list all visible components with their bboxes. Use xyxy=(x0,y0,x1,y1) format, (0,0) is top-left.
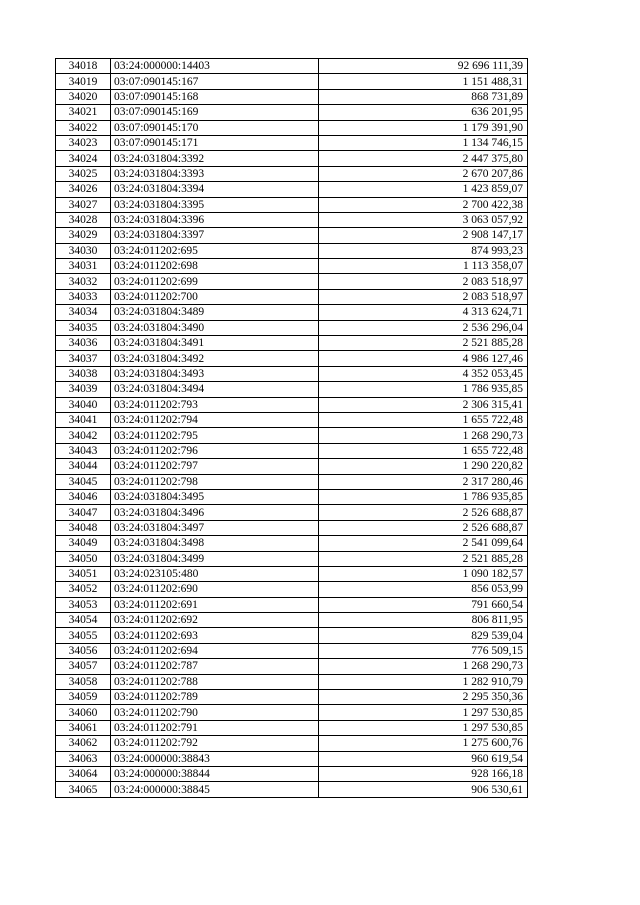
cadastral-value-cell: 1 179 391,90 xyxy=(319,120,528,135)
table-row xyxy=(56,105,528,120)
table-row xyxy=(56,412,528,427)
cadastral-number-cell: 03:24:011202:699 xyxy=(111,274,319,289)
row-number-cell: 34057 xyxy=(56,659,111,674)
table-row xyxy=(56,212,528,227)
cadastral-value-cell: 776 509,15 xyxy=(319,643,528,658)
row-number-cell: 34042 xyxy=(56,428,111,443)
row-number-cell: 34025 xyxy=(56,166,111,181)
table-row xyxy=(56,736,528,751)
table-row xyxy=(56,135,528,150)
table-row xyxy=(56,582,528,597)
row-number-cell: 34053 xyxy=(56,597,111,612)
table-row xyxy=(56,690,528,705)
cadastral-number-cell: 03:24:011202:690 xyxy=(111,582,319,597)
cadastral-value-cell: 1 275 600,76 xyxy=(319,736,528,751)
cadastral-value-cell: 4 986 127,46 xyxy=(319,351,528,366)
row-number-cell: 34051 xyxy=(56,566,111,581)
table-row xyxy=(56,551,528,566)
cadastral-value-cell: 2 306 315,41 xyxy=(319,397,528,412)
row-number-cell: 34030 xyxy=(56,243,111,258)
cadastral-number-cell: 03:07:090145:167 xyxy=(111,74,319,89)
cadastral-number-cell: 03:24:011202:792 xyxy=(111,736,319,751)
cadastral-value-cell: 2 526 688,87 xyxy=(319,520,528,535)
cadastral-value-cell: 3 063 057,92 xyxy=(319,212,528,227)
row-number-cell: 34055 xyxy=(56,628,111,643)
table-row xyxy=(56,351,528,366)
cadastral-number-cell: 03:24:000000:38844 xyxy=(111,766,319,781)
table-row xyxy=(56,182,528,197)
cadastral-number-cell: 03:24:011202:693 xyxy=(111,628,319,643)
row-number-cell: 34059 xyxy=(56,690,111,705)
table-row xyxy=(56,536,528,551)
row-number-cell: 34031 xyxy=(56,259,111,274)
cadastral-number-cell: 03:24:011202:794 xyxy=(111,412,319,427)
table-row xyxy=(56,489,528,504)
cadastral-number-cell: 03:07:090145:168 xyxy=(111,89,319,104)
cadastral-number-cell: 03:24:031804:3498 xyxy=(111,536,319,551)
cadastral-number-cell: 03:24:031804:3490 xyxy=(111,320,319,335)
row-number-cell: 34018 xyxy=(56,59,111,74)
cadastral-number-cell: 03:24:031804:3491 xyxy=(111,336,319,351)
table-row xyxy=(56,659,528,674)
cadastral-value-cell: 1 090 182,57 xyxy=(319,566,528,581)
cadastral-value-cell: 1 134 746,15 xyxy=(319,135,528,150)
row-number-cell: 34058 xyxy=(56,674,111,689)
row-number-cell: 34056 xyxy=(56,643,111,658)
cadastral-number-cell: 03:24:023105:480 xyxy=(111,566,319,581)
table-row xyxy=(56,766,528,781)
cadastral-value-cell: 1 786 935,85 xyxy=(319,489,528,504)
row-number-cell: 34061 xyxy=(56,720,111,735)
row-number-cell: 34065 xyxy=(56,782,111,797)
table-row xyxy=(56,243,528,258)
cadastral-value-cell: 960 619,54 xyxy=(319,751,528,766)
cadastral-value-cell: 1 290 220,82 xyxy=(319,459,528,474)
table-row xyxy=(56,366,528,381)
row-number-cell: 34021 xyxy=(56,105,111,120)
cadastral-value-cell: 636 201,95 xyxy=(319,105,528,120)
cadastral-number-cell: 03:24:031804:3394 xyxy=(111,182,319,197)
cadastral-number-cell: 03:24:031804:3496 xyxy=(111,505,319,520)
row-number-cell: 34035 xyxy=(56,320,111,335)
cadastral-number-cell: 03:24:011202:700 xyxy=(111,289,319,304)
cadastral-value-cell: 868 731,89 xyxy=(319,89,528,104)
row-number-cell: 34019 xyxy=(56,74,111,89)
cadastral-value-cell: 1 297 530,85 xyxy=(319,705,528,720)
cadastral-number-cell: 03:07:090145:169 xyxy=(111,105,319,120)
table-row xyxy=(56,274,528,289)
cadastral-value-cell: 2 521 885,28 xyxy=(319,336,528,351)
cadastral-number-cell: 03:24:011202:795 xyxy=(111,428,319,443)
row-number-cell: 34045 xyxy=(56,474,111,489)
cadastral-value-cell: 806 811,95 xyxy=(319,613,528,628)
cadastral-value-cell: 1 113 358,07 xyxy=(319,259,528,274)
cadastral-value-cell: 2 317 280,46 xyxy=(319,474,528,489)
cadastral-number-cell: 03:24:011202:691 xyxy=(111,597,319,612)
cadastral-number-cell: 03:24:011202:698 xyxy=(111,259,319,274)
cadastral-number-cell: 03:24:031804:3493 xyxy=(111,366,319,381)
cadastral-value-cell: 2 541 099,64 xyxy=(319,536,528,551)
cadastral-number-cell: 03:24:011202:790 xyxy=(111,705,319,720)
cadastral-number-cell: 03:24:011202:787 xyxy=(111,659,319,674)
cadastral-number-cell: 03:24:031804:3499 xyxy=(111,551,319,566)
cadastral-value-cell: 2 521 885,28 xyxy=(319,551,528,566)
row-number-cell: 34037 xyxy=(56,351,111,366)
table-row xyxy=(56,597,528,612)
row-number-cell: 34054 xyxy=(56,613,111,628)
cadastral-value-cell: 1 655 722,48 xyxy=(319,443,528,458)
table-row xyxy=(56,751,528,766)
table-row xyxy=(56,474,528,489)
row-number-cell: 34036 xyxy=(56,336,111,351)
cadastral-number-cell: 03:24:011202:796 xyxy=(111,443,319,458)
row-number-cell: 34062 xyxy=(56,736,111,751)
cadastral-number-cell: 03:24:031804:3497 xyxy=(111,520,319,535)
cadastral-number-cell: 03:07:090145:170 xyxy=(111,120,319,135)
cadastral-number-cell: 03:24:011202:797 xyxy=(111,459,319,474)
cadastral-number-cell: 03:24:031804:3393 xyxy=(111,166,319,181)
row-number-cell: 34020 xyxy=(56,89,111,104)
row-number-cell: 34024 xyxy=(56,151,111,166)
cadastral-number-cell: 03:24:011202:791 xyxy=(111,720,319,735)
cadastral-value-cell: 829 539,04 xyxy=(319,628,528,643)
cadastral-number-cell: 03:24:011202:788 xyxy=(111,674,319,689)
table-row xyxy=(56,505,528,520)
row-number-cell: 34064 xyxy=(56,766,111,781)
row-number-cell: 34041 xyxy=(56,412,111,427)
cadastral-number-cell: 03:24:011202:694 xyxy=(111,643,319,658)
cadastral-value-cell: 1 268 290,73 xyxy=(319,659,528,674)
row-number-cell: 34052 xyxy=(56,582,111,597)
row-number-cell: 34043 xyxy=(56,443,111,458)
cadastral-value-cell: 928 166,18 xyxy=(319,766,528,781)
table-row xyxy=(56,428,528,443)
row-number-cell: 34046 xyxy=(56,489,111,504)
cadastral-value-cell: 2 536 296,04 xyxy=(319,320,528,335)
row-number-cell: 34029 xyxy=(56,228,111,243)
row-number-cell: 34048 xyxy=(56,520,111,535)
cadastral-value-cell: 2 526 688,87 xyxy=(319,505,528,520)
cadastral-value-cell: 2 295 350,36 xyxy=(319,690,528,705)
cadastral-value-cell: 4 352 053,45 xyxy=(319,366,528,381)
table-row xyxy=(56,151,528,166)
row-number-cell: 34044 xyxy=(56,459,111,474)
table-row xyxy=(56,120,528,135)
cadastral-number-cell: 03:24:031804:3397 xyxy=(111,228,319,243)
cadastral-value-table xyxy=(55,58,528,798)
row-number-cell: 34040 xyxy=(56,397,111,412)
cadastral-value-cell: 2 447 375,80 xyxy=(319,151,528,166)
cadastral-value-cell: 2 083 518,97 xyxy=(319,289,528,304)
cadastral-number-cell: 03:24:011202:695 xyxy=(111,243,319,258)
table-row xyxy=(56,674,528,689)
row-number-cell: 34039 xyxy=(56,382,111,397)
table-row xyxy=(56,459,528,474)
cadastral-number-cell: 03:24:031804:3494 xyxy=(111,382,319,397)
cadastral-value-cell: 874 993,23 xyxy=(319,243,528,258)
row-number-cell: 34027 xyxy=(56,197,111,212)
cadastral-value-cell: 1 282 910,79 xyxy=(319,674,528,689)
cadastral-value-cell: 1 297 530,85 xyxy=(319,720,528,735)
row-number-cell: 34034 xyxy=(56,305,111,320)
table-row xyxy=(56,720,528,735)
cadastral-value-cell: 791 660,54 xyxy=(319,597,528,612)
cadastral-number-cell: 03:24:031804:3392 xyxy=(111,151,319,166)
cadastral-number-cell: 03:24:011202:692 xyxy=(111,613,319,628)
cadastral-value-cell: 4 313 624,71 xyxy=(319,305,528,320)
row-number-cell: 34023 xyxy=(56,135,111,150)
table-row xyxy=(56,705,528,720)
cadastral-number-cell: 03:24:000000:38845 xyxy=(111,782,319,797)
table-row xyxy=(56,228,528,243)
table-body xyxy=(56,59,528,798)
table-row xyxy=(56,382,528,397)
cadastral-number-cell: 03:24:031804:3489 xyxy=(111,305,319,320)
table-row xyxy=(56,520,528,535)
row-number-cell: 34049 xyxy=(56,536,111,551)
cadastral-number-cell: 03:24:000000:38843 xyxy=(111,751,319,766)
row-number-cell: 34032 xyxy=(56,274,111,289)
table-row xyxy=(56,782,528,797)
row-number-cell: 34028 xyxy=(56,212,111,227)
cadastral-value-cell: 1 268 290,73 xyxy=(319,428,528,443)
cadastral-value-cell: 1 151 488,31 xyxy=(319,74,528,89)
table-row xyxy=(56,397,528,412)
cadastral-value-cell: 92 696 111,39 xyxy=(319,59,528,74)
table-row xyxy=(56,166,528,181)
table-row xyxy=(56,74,528,89)
table-row xyxy=(56,289,528,304)
row-number-cell: 34063 xyxy=(56,751,111,766)
cadastral-number-cell: 03:24:011202:798 xyxy=(111,474,319,489)
table-row xyxy=(56,305,528,320)
table-row xyxy=(56,628,528,643)
table-row xyxy=(56,443,528,458)
table-row xyxy=(56,336,528,351)
row-number-cell: 34050 xyxy=(56,551,111,566)
row-number-cell: 34026 xyxy=(56,182,111,197)
cadastral-value-cell: 1 655 722,48 xyxy=(319,412,528,427)
cadastral-number-cell: 03:24:000000:14403 xyxy=(111,59,319,74)
table-row xyxy=(56,59,528,74)
row-number-cell: 34047 xyxy=(56,505,111,520)
cadastral-number-cell: 03:24:011202:789 xyxy=(111,690,319,705)
cadastral-number-cell: 03:24:031804:3492 xyxy=(111,351,319,366)
row-number-cell: 34022 xyxy=(56,120,111,135)
cadastral-value-cell: 2 083 518,97 xyxy=(319,274,528,289)
cadastral-number-cell: 03:24:031804:3495 xyxy=(111,489,319,504)
cadastral-value-cell: 856 053,99 xyxy=(319,582,528,597)
cadastral-number-cell: 03:24:031804:3395 xyxy=(111,197,319,212)
cadastral-number-cell: 03:24:031804:3396 xyxy=(111,212,319,227)
table-row xyxy=(56,89,528,104)
cadastral-value-cell: 906 530,61 xyxy=(319,782,528,797)
cadastral-value-cell: 2 908 147,17 xyxy=(319,228,528,243)
table-row xyxy=(56,613,528,628)
cadastral-number-cell: 03:24:011202:793 xyxy=(111,397,319,412)
table-row xyxy=(56,197,528,212)
table-row xyxy=(56,643,528,658)
cadastral-number-cell: 03:07:090145:171 xyxy=(111,135,319,150)
row-number-cell: 34060 xyxy=(56,705,111,720)
cadastral-value-cell: 2 670 207,86 xyxy=(319,166,528,181)
table-row xyxy=(56,566,528,581)
cadastral-value-cell: 1 786 935,85 xyxy=(319,382,528,397)
cadastral-value-cell: 2 700 422,38 xyxy=(319,197,528,212)
row-number-cell: 34033 xyxy=(56,289,111,304)
cadastral-value-cell: 1 423 859,07 xyxy=(319,182,528,197)
table-row xyxy=(56,259,528,274)
table-row xyxy=(56,320,528,335)
row-number-cell: 34038 xyxy=(56,366,111,381)
